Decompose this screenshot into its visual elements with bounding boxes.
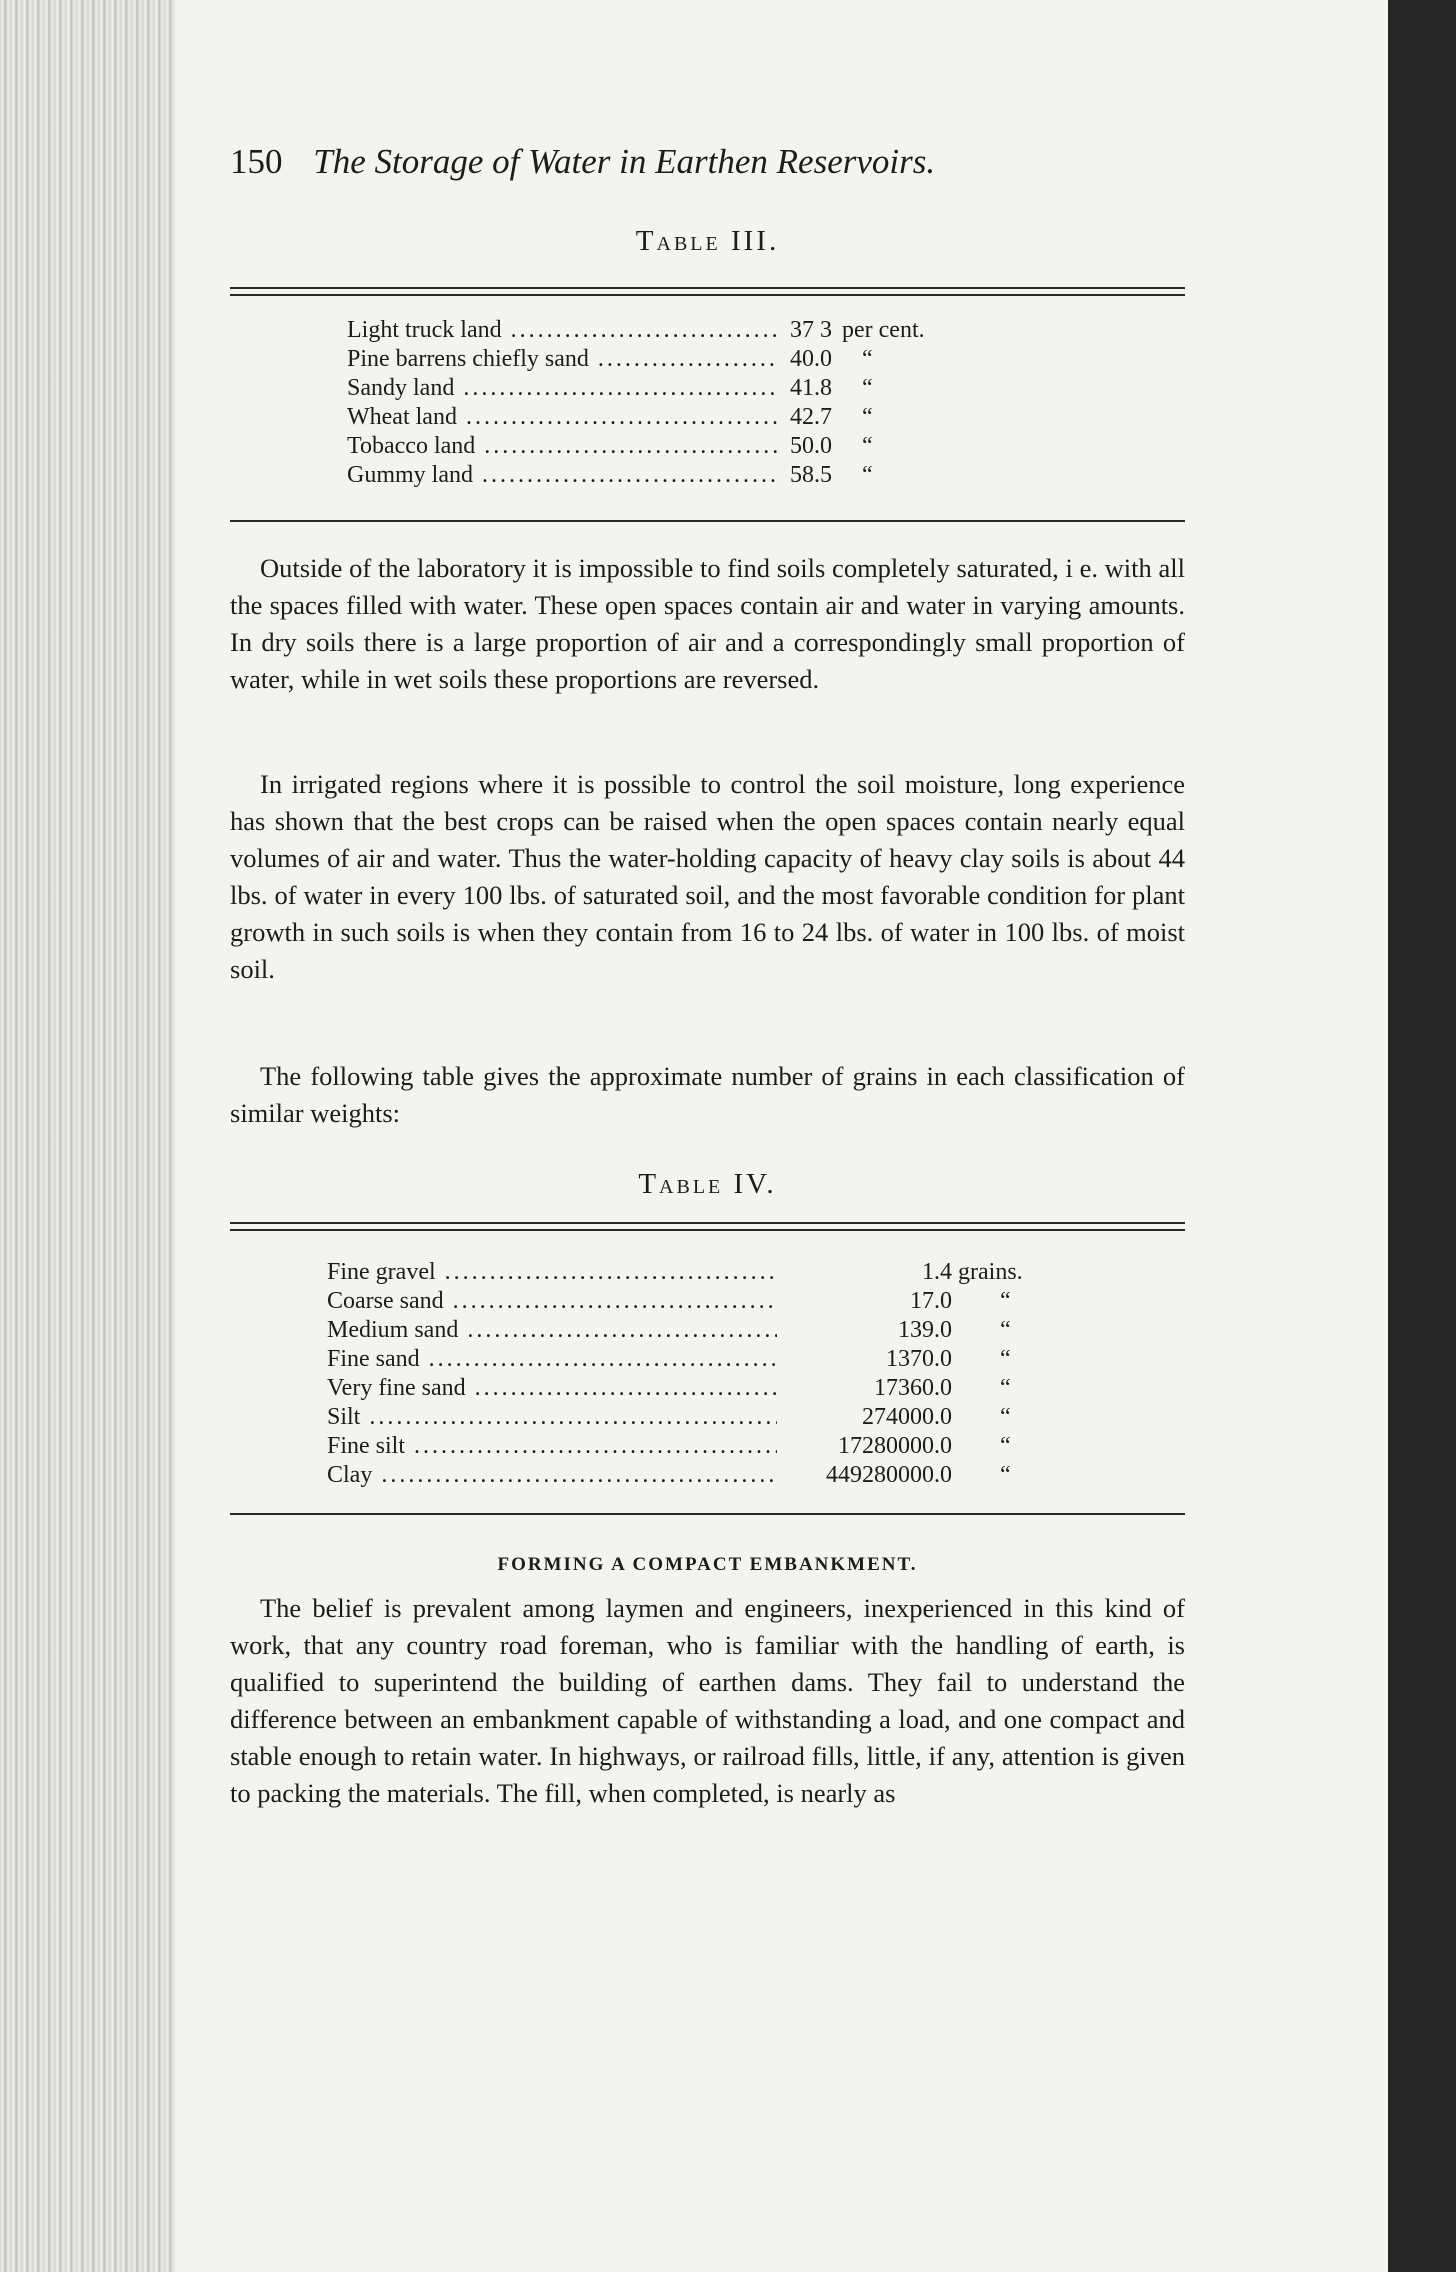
table-4-caption: Table IV. [638,1168,777,1200]
paragraph: The belief is prevalent among laymen and engineers, inexperienced in this kind of work, that any country road foreman, who is familiar with the handling of earth, is qualified to superintend the building of earthen dams. They fail to understand the difference between an embankment capable of withstanding a load, and one compact and stable enough to retain water. In highways, or railroad fills, little, if any, attention is given to packing the materials. The fill, when completed, is nearly as [230,1593,1185,1808]
table-row [347,374,992,403]
row-value: 37 3 [790,317,832,343]
row-value: 274000.0 [862,1404,952,1430]
paragraph: In irrigated regions where it is possible to control the soil moisture, long experience has shown that the best crops can be raised when the open spaces contain nearly equal volumes of air and water. Thus the water-holding capacity of heavy clay soils is about 44 lbs. of water in every 100 lbs. of saturated soil, and the most favorable condition for plant growth in such soils is when they contain from 16 to 24 lbs. of water in 100 lbs. of moist soil. [230,769,1185,984]
row-unit: “ [862,375,873,401]
table-3-caption: Table III. [635,225,780,257]
row-label: Pine barrens chiefly sand ..... [347,345,777,374]
row-unit: grains. [958,1259,1023,1285]
table-row [347,316,972,345]
row-unit: “ [862,346,873,372]
row-label: Coarse sand ..... [327,1287,777,1316]
section-heading: FORMING A COMPACT EMBANKMENT. [497,1554,918,1575]
row-value: 449280000.0 [826,1462,952,1488]
row-value: 17.0 [910,1288,952,1314]
row-label: Medium sand ..... [327,1316,777,1345]
row-unit: “ [1000,1288,1011,1314]
table-row [327,1432,1100,1461]
row-label: Silt ..... [327,1403,777,1432]
page-number: 150 [230,142,283,181]
row-label: Gummy land ..... [347,461,777,490]
row-label: Clay ..... [327,1461,777,1490]
running-title: The Storage of Water in Earthen Reservoirs. [313,142,936,181]
row-label: Very fine sand ..... [327,1374,777,1403]
table-3-top-rule [230,287,1185,296]
row-value: 139.0 [898,1317,952,1343]
row-unit: “ [1000,1462,1011,1488]
row-unit: “ [862,462,873,488]
table-4-bottom-rule [230,1513,1185,1515]
row-value: 42.7 [790,404,832,430]
row-unit: “ [1000,1375,1011,1401]
row-value: 50.0 [790,433,832,459]
scan-background [1388,0,1456,2272]
table-row [347,403,992,432]
row-value: 58.5 [790,462,832,488]
row-label: Light truck land ..... [347,316,777,345]
row-unit: “ [862,433,873,459]
row-value: 41.8 [790,375,832,401]
table-row [347,461,992,490]
table-row [327,1258,1058,1287]
row-label: Fine gravel ..... [327,1258,777,1287]
book-page-edges [0,0,175,2272]
row-unit: “ [1000,1433,1011,1459]
row-value: 17360.0 [874,1375,952,1401]
row-label: Wheat land ..... [347,403,777,432]
row-value: 17280000.0 [838,1433,952,1459]
table-4-top-rule [230,1222,1185,1231]
row-label: Sandy land ..... [347,374,777,403]
table-row [347,345,992,374]
row-label: Tobacco land ..... [347,432,777,461]
paragraph: The following table gives the approximate number of grains in each classification of similar weights: [230,1061,1185,1128]
table-row [327,1461,1100,1490]
row-unit: “ [862,404,873,430]
table-row [327,1287,1100,1316]
table-row [327,1403,1100,1432]
table-row [347,432,992,461]
table-3-bottom-rule [230,520,1185,522]
row-unit: “ [1000,1346,1011,1372]
row-value: 1.4 [922,1259,952,1285]
paragraph: Outside of the laboratory it is impossible to find soils completely saturated, i e. with all the spaces filled with water. These open spaces contain air and water in varying amounts. In dry soils there is a large proportion of air and a correspondingly small proportion of water, while in wet soils these proportions are reversed. [230,553,1185,694]
row-label: Fine sand ..... [327,1345,777,1374]
table-row [327,1345,1100,1374]
running-head [230,142,1185,182]
table-row [327,1374,1100,1403]
row-value: 40.0 [790,346,832,372]
row-unit: “ [1000,1317,1011,1343]
row-unit: per cent. [842,317,925,343]
row-label: Fine silt ..... [327,1432,777,1461]
table-row [327,1316,1100,1345]
row-unit: “ [1000,1404,1011,1430]
row-value: 1370.0 [886,1346,952,1372]
